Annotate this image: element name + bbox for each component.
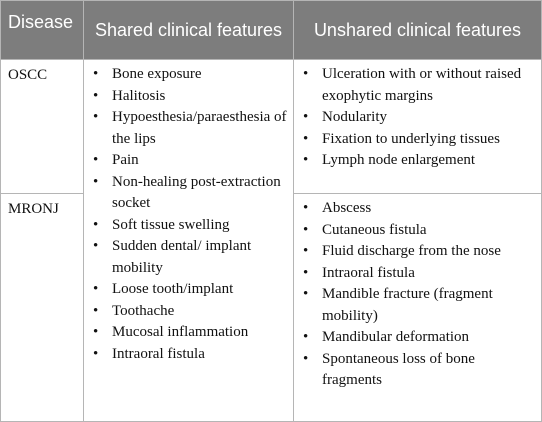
header-unshared-features: Unshared clinical features: [294, 1, 542, 60]
shared-features-cell: [84, 60, 294, 422]
list-item: • Loose tooth/implant: [112, 279, 289, 301]
unshared-features-cell: [294, 194, 542, 422]
header-shared-features: Shared clinical features: [84, 1, 294, 60]
list-item: • Lymph node enlargement: [322, 150, 537, 172]
list-item: • Toothache: [112, 301, 289, 323]
list-item: • Fluid discharge from the nose: [322, 241, 537, 263]
list-item: • Spontaneous loss of bone fragments: [322, 349, 537, 392]
list-item: • Mucosal inflammation: [112, 322, 289, 344]
list-item: • Abscess: [322, 198, 537, 220]
unshared-features-cell: [294, 60, 542, 194]
list-item: • Soft tissue swelling: [112, 215, 289, 237]
list-item: • Hypoesthesia/paraesthesia of the lips: [112, 107, 289, 150]
list-item: • Non-healing post-extraction socket: [112, 172, 289, 215]
disease-cell: OSCC: [1, 60, 84, 194]
list-item: • Intraoral fistula: [322, 263, 537, 285]
list-item: • Bone exposure: [112, 64, 289, 86]
header-disease: Disease: [1, 1, 84, 60]
shared-features-list: [84, 60, 293, 365]
list-item: • Halitosis: [112, 86, 289, 108]
disease-cell: MRONJ: [1, 194, 84, 422]
table-row: [1, 60, 542, 194]
list-item: • Cutaneous fistula: [322, 220, 537, 242]
list-item: • Intraoral fistula: [112, 344, 289, 366]
list-item: • Pain: [112, 150, 289, 172]
list-item: • Sudden dental/ implant mobility: [112, 236, 289, 279]
list-item: • Ulceration with or without raised exophytic margins: [322, 64, 537, 107]
list-item: • Mandibular deformation: [322, 327, 537, 349]
unshared-features-list: [294, 60, 541, 172]
list-item: • Mandible fracture (fragment mobility): [322, 284, 537, 327]
list-item: • Fixation to underlying tissues: [322, 129, 537, 151]
header-row: [1, 1, 542, 60]
list-item: • Nodularity: [322, 107, 537, 129]
unshared-features-list: [294, 194, 541, 392]
